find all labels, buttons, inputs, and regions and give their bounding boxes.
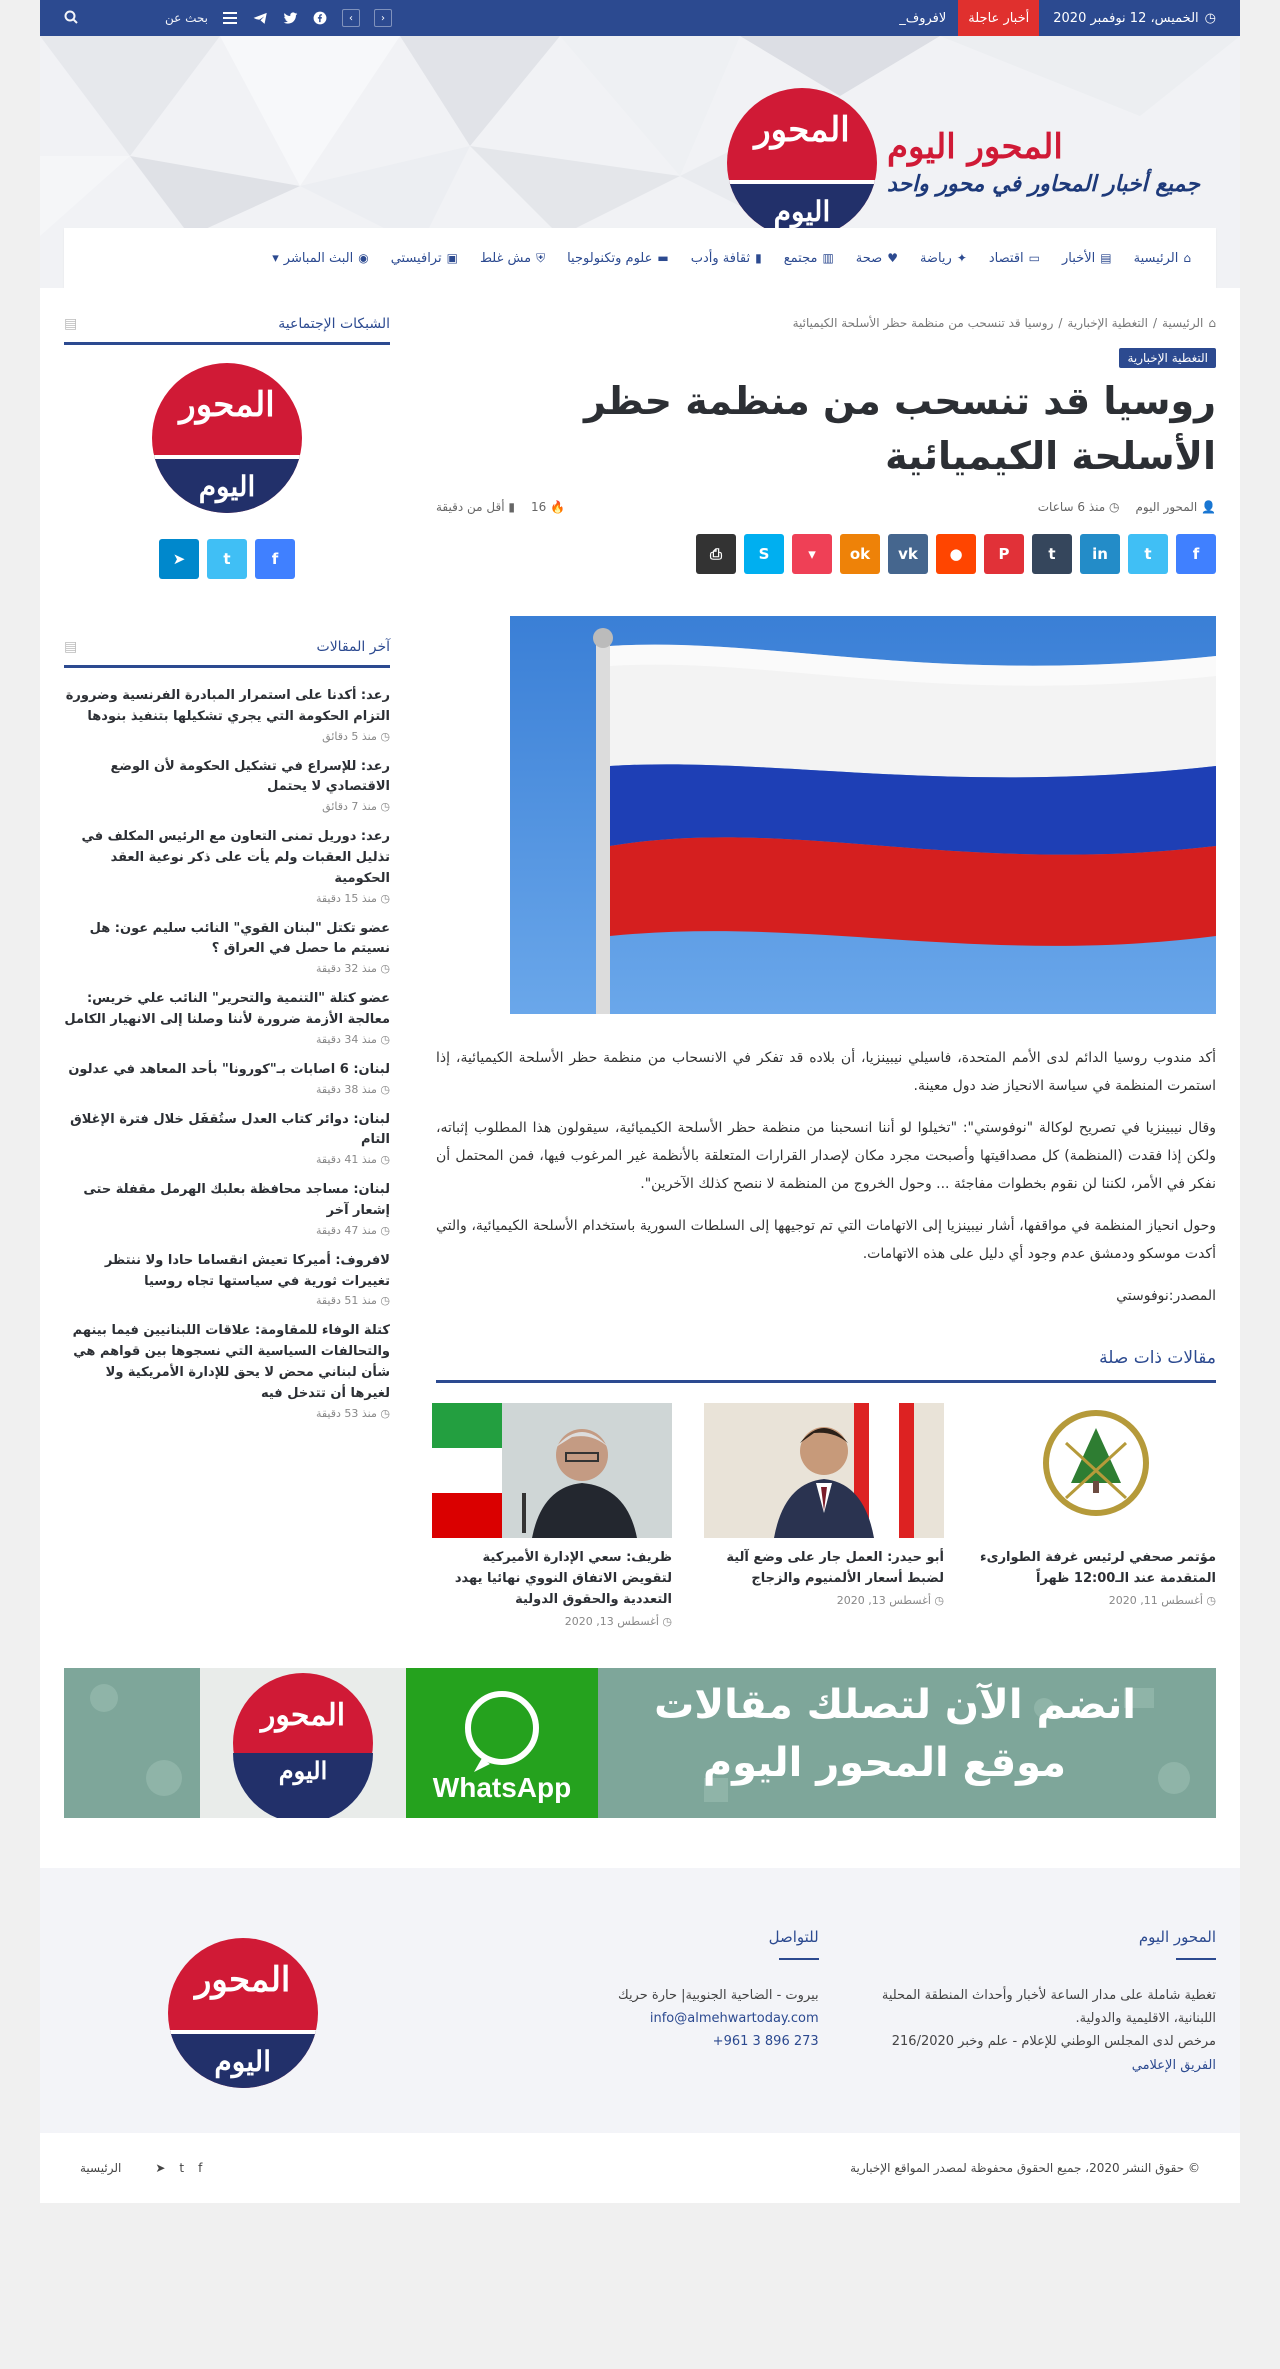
site-logo[interactable] bbox=[727, 88, 1200, 238]
latest-posts-list bbox=[64, 686, 390, 1420]
share-print-icon[interactable]: ⎙ bbox=[696, 534, 736, 574]
share-twitter-icon[interactable]: t bbox=[1128, 534, 1168, 574]
telegram-icon[interactable] bbox=[252, 10, 268, 26]
share-linkedin-icon[interactable]: in bbox=[1080, 534, 1120, 574]
breadcrumb: ⌂ الرئيسية / التغطية الإخبارية / روسيا قد تنسحب من منظمة حظر الأسلحة الكيميائية bbox=[792, 316, 1216, 330]
phone-link[interactable]: +961 3 896 273 bbox=[712, 2034, 819, 2050]
related-image-army-emblem[interactable] bbox=[976, 1403, 1216, 1538]
latest-post[interactable]: لافروف: أميركا تعيش انقساما حادا ولا ننتظر تغييرات ثورية في سياستها تجاه روسيا ◷ منذ 51 دقيقة bbox=[104, 1252, 390, 1308]
share-skype-icon[interactable]: S bbox=[744, 534, 784, 574]
footer-telegram-icon[interactable]: ➤ bbox=[155, 2160, 166, 2175]
site-header bbox=[40, 36, 1240, 288]
related-heading: مقالات ذات صلة bbox=[436, 1348, 1216, 1383]
chevron-down-icon: ▾ bbox=[272, 250, 279, 266]
home-icon: ⌂ bbox=[1183, 251, 1191, 265]
nav-item-1[interactable]: ▤ الأخبار bbox=[1062, 250, 1112, 266]
related-article[interactable]: ظريف: سعي الإدارة الأميركية لتقويض الاتفاق النووي نهائيا يهدد التعددية والحقوق الدولية ◷ أغسطس 13, 2020 bbox=[432, 1403, 672, 1627]
sidebar bbox=[64, 316, 390, 1628]
article-paragraph: المصدر:نوفوستي bbox=[1116, 1288, 1216, 1305]
related-image-zarif[interactable] bbox=[432, 1403, 672, 1538]
article-body bbox=[436, 1044, 1216, 1310]
category-badge[interactable]: التغطية الإخبارية bbox=[1119, 348, 1216, 368]
article-meta bbox=[436, 500, 1216, 514]
copyright-text: © حقوق النشر 2020، جميع الحقوق محفوظة لمصدر المواقع الإخبارية bbox=[850, 2160, 1200, 2175]
running-icon: ✦ bbox=[956, 251, 967, 265]
main-navigation bbox=[64, 228, 1216, 288]
sidebar-facebook-icon[interactable]: f bbox=[255, 539, 295, 579]
email-link[interactable]: info@almehwartoday.com bbox=[649, 2010, 819, 2026]
nav-item-0[interactable]: ⌂ الرئيسية bbox=[1133, 250, 1191, 266]
article-paragraph: وقال نيبينزيا في تصريح لوكالة "نوفوستي": "تخيلوا لو أننا انسحبنا من منظمة حظر الأسلحة الكيميائية، سيقولون هذا المطلوب إثباته، ولكن إذا فقدت (المنظمة) كل مصداقيتها وأصبحت مجرد مكان لإصدار القرارات المتعلقة بالأنظمة غير المرغوب فيها، فمن المحتمل أن نفكر في الأمر، لكننا لن نقوم بخطوات مفاجئة ... وحول الخروج من المنظمة لا ننصح كذلك الآخرين". bbox=[436, 1120, 1216, 1193]
nav-item-5[interactable]: ▥ مجتمع bbox=[783, 250, 834, 266]
money-icon: ▭ bbox=[1028, 251, 1041, 265]
breadcrumb-home[interactable]: الرئيسية bbox=[1162, 316, 1204, 330]
latest-post[interactable]: لبنان: مساجد محافظة بعلبك الهرمل مقفلة حتى إشعار آخر ◷ منذ 47 دقيقة bbox=[83, 1182, 390, 1237]
footer-home-link[interactable]: الرئيسية bbox=[80, 2160, 122, 2175]
nav-item-4[interactable]: ♥ صحة bbox=[855, 250, 898, 266]
related-article[interactable]: مؤتمر صحفي لرئيس غرفة الطوارىء المتقدمة عند الـ12:00 ظهراً ◷ أغسطس 11, 2020 bbox=[976, 1403, 1216, 1627]
sidebar-social-links bbox=[64, 539, 390, 579]
whatsapp-label: WhatsApp bbox=[432, 1771, 572, 1803]
latest-widget-heading: آخر المقالات ▤ bbox=[64, 639, 390, 668]
logo-emblem: المحور اليوم bbox=[727, 88, 877, 238]
search-box[interactable] bbox=[64, 10, 208, 27]
ticker-next-button[interactable]: ‹ bbox=[374, 9, 392, 27]
satellite-icon: ◉ bbox=[358, 251, 369, 265]
document-icon: ▤ bbox=[64, 316, 78, 332]
nav-item-9[interactable]: ▣ ترافيستي bbox=[390, 250, 458, 266]
article-paragraph: وحول انحياز المنظمة في مواقفها، أشار نيبينزيا إلى الاتهامات التي تم توجيهها إلى السلطات السورية باستخدام الأسلحة الكيميائية، والتي أكدت موسكو ودمشق عدم وجود أي دليل على هذه الاتهامات. bbox=[436, 1218, 1216, 1263]
breadcrumb-section[interactable]: التغطية الإخبارية bbox=[1067, 316, 1148, 330]
whatsapp-banner[interactable]: المحور اليوم WhatsApp انضم الآن لتصلك مقالات موقع المحور اليوم bbox=[64, 1668, 1216, 1818]
article-paragraph: أكد مندوب روسيا الدائم لدى الأمم المتحدة، فاسيلي نيبينزيا، أن بلاده قد تفكر في الانسحاب من منظمة حظر الأسلحة الكيميائية، إذا استمرت المنظمة في سياسة الانحياز ضد دول معينة. bbox=[436, 1050, 1216, 1095]
breaking-news-ticker[interactable]: لافروف_ bbox=[899, 10, 947, 26]
latest-post[interactable]: لبنان: 6 اصابات بـ"كورونا" بأحد المعاهد في عدلون ◷ منذ 38 دقيقة bbox=[68, 1061, 390, 1096]
tv-icon: ▣ bbox=[446, 251, 458, 265]
latest-post[interactable]: لبنان: دوائر كتاب العدل ستُقفَل خلال فترة الإغلاق التام ◷ منذ 41 دقيقة bbox=[70, 1111, 390, 1167]
sidebar-twitter-icon[interactable]: t bbox=[207, 539, 247, 579]
related-article[interactable]: أبو حيدر: العمل جار على وضع آلية لضبط أسعار الألمنيوم والزجاج ◷ أغسطس 13, 2020 bbox=[704, 1403, 944, 1627]
sidebar-logo: المحور اليوم bbox=[64, 363, 390, 513]
date-display: ◷ الخميس، 12 نوفمبر 2020 bbox=[1053, 10, 1216, 26]
menu-icon[interactable] bbox=[222, 10, 238, 26]
shield-icon: ⛨ bbox=[536, 250, 546, 265]
share-pinterest-icon[interactable]: P bbox=[984, 534, 1024, 574]
book-icon: ▮ bbox=[755, 251, 762, 265]
views-count: 🔥 16 bbox=[530, 500, 566, 515]
footer-twitter-icon[interactable]: t bbox=[179, 2160, 185, 2175]
newspaper-icon: ▤ bbox=[1100, 251, 1112, 265]
nav-item-7[interactable]: ▬ علوم وتكنولوجيا bbox=[567, 250, 669, 266]
latest-post[interactable]: رعد: أكدنا على استمرار المبادرة الفرنسية وضرورة التزام الحكومة التي يجري تشكيلها بتنفيذ بنودها ◷ منذ 5 دقائق bbox=[65, 688, 390, 743]
ticker-prev-button[interactable]: › bbox=[342, 9, 360, 27]
latest-post[interactable]: عضو تكتل "لبنان القوي" النائب سليم عون: هل نسيتم ما حصل في العراق ؟ ◷ منذ 32 دقيقة bbox=[89, 920, 390, 976]
nav-item-6[interactable]: ▮ ثقافة وأدب bbox=[690, 250, 762, 266]
clock-icon: ◷ bbox=[1204, 10, 1216, 26]
site-footer bbox=[40, 1868, 1240, 2133]
team-link[interactable]: الفريق الإعلامي bbox=[1131, 2057, 1216, 2073]
author[interactable]: 👤 المحور اليوم bbox=[1135, 500, 1216, 515]
share-reddit-icon[interactable]: ● bbox=[936, 534, 976, 574]
share-buttons bbox=[436, 534, 1216, 574]
nav-item-8[interactable]: ⛨ مش غلط bbox=[479, 250, 546, 266]
laptop-icon: ▬ bbox=[657, 251, 669, 265]
share-vk-icon[interactable]: vk bbox=[888, 534, 928, 574]
article-image-russia-flag bbox=[510, 616, 1216, 1014]
latest-post[interactable]: رعد: للإسراع في تشكيل الحكومة لأن الوضع الاقتصادي لا يحتمل ◷ منذ 7 دقائق bbox=[110, 758, 390, 814]
share-pocket-icon[interactable]: ▾ bbox=[792, 534, 832, 574]
footer-facebook-icon[interactable]: f bbox=[198, 2160, 203, 2175]
facebook-icon[interactable] bbox=[312, 10, 328, 26]
banner-line2: موقع المحور اليوم bbox=[702, 1739, 1066, 1786]
share-odnoklassniki-icon[interactable]: ok bbox=[840, 534, 880, 574]
hands-heart-icon: ♥ bbox=[887, 251, 898, 265]
footer-logo: المحور اليوم bbox=[64, 1928, 421, 2133]
page-wrapper bbox=[40, 0, 1240, 2203]
breaking-news-label: أخبار عاجلة bbox=[958, 0, 1039, 36]
related-articles bbox=[436, 1403, 1216, 1627]
latest-post[interactable]: عضو كتلة "التنمية والتحرير" النائب علي خريس: معالجة الأزمة ضرورة لأننا وصلنا إلى الانهيار الكامل ◷ منذ 34 دقيقة bbox=[64, 991, 390, 1046]
search-icon[interactable] bbox=[64, 10, 78, 27]
copyright-bar bbox=[40, 2133, 1240, 2203]
nav-item-3[interactable]: ✦ رياضة bbox=[919, 250, 967, 266]
banner-line1: انضم الآن لتصلك مقالات bbox=[654, 1681, 1136, 1728]
share-facebook-icon[interactable]: f bbox=[1176, 534, 1216, 574]
breadcrumb-current: روسيا قد تنسحب من منظمة حظر الأسلحة الكيميائية bbox=[792, 316, 1054, 330]
document-icon: ▤ bbox=[64, 639, 78, 655]
latest-post[interactable]: كتلة الوفاء للمقاومة: علاقات اللبنانيين فيما بينهم والتحالفات السياسية التي نسجوها بين قواهم هي شأن لبناني محض لا يحق للإدارة الأمريكية ولا لغيرها أن تتدخل فيه ◷ منذ 53 دقيقة bbox=[72, 1323, 390, 1420]
buildings-icon: ▥ bbox=[822, 251, 834, 265]
site-title: المحور اليوم bbox=[886, 127, 1063, 168]
sidebar-telegram-icon[interactable]: ➤ bbox=[159, 539, 199, 579]
nav-item-10[interactable]: ◉ البث المباشر ▾ bbox=[272, 250, 369, 266]
read-time: ▮ أقل من دقيقة bbox=[436, 500, 515, 515]
article-title: روسيا قد تنسحب من منظمة حظر الأسلحة الكيميائية bbox=[583, 379, 1216, 479]
share-tumblr-icon[interactable]: t bbox=[1032, 534, 1072, 574]
twitter-icon[interactable] bbox=[282, 10, 298, 26]
search-input[interactable]: بحث عن bbox=[165, 11, 208, 25]
footer-contact: للتواصل بيروت - الضاحية الجنوبية| حارة حريك info@almehwartoday.com +961 3 896 273 bbox=[461, 1928, 818, 2133]
nav-item-2[interactable]: ▭ اقتصاد bbox=[988, 250, 1041, 266]
publish-time: ◷ منذ 6 ساعات bbox=[1037, 500, 1120, 515]
site-tagline: جميع أخبار المحاور في محور واحد bbox=[886, 170, 1200, 197]
footer-about: المحور اليوم تغطية شاملة على مدار الساعة لأخبار وأحداث المنطقة المحلية اللبنانية، الاقليمية والدولية. مرخص لدى المجلس الوطني للإعلام - علم وخبر 216/2020 الفريق الإعلامي bbox=[859, 1928, 1216, 2133]
home-icon: ⌂ bbox=[1208, 316, 1216, 330]
top-bar bbox=[40, 0, 1240, 36]
social-widget-heading: الشبكات الإجتماعية ▤ bbox=[64, 316, 390, 345]
latest-post[interactable]: رعد: دوريل تمنى التعاون مع الرئيس المكلف في تذليل العقبات ولم يأت على ذكر نوعية العقد الحكومية ◷ منذ 15 دقيقة bbox=[81, 829, 390, 905]
article-column bbox=[436, 316, 1216, 1628]
related-image-minister[interactable] bbox=[704, 1403, 944, 1538]
